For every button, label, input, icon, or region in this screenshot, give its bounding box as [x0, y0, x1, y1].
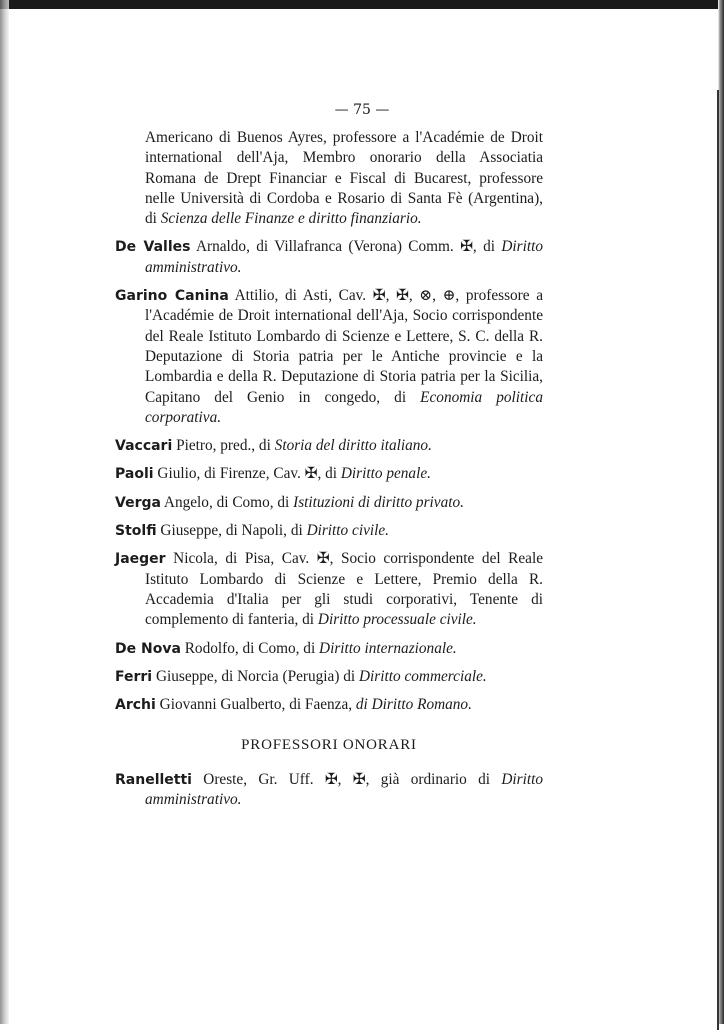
entry-subject: di Diritto Romano. [355, 696, 472, 714]
faculty-entry [115, 521, 543, 541]
faculty-entry [115, 493, 543, 513]
entry-details: Nicola, di Pisa, Cav. ✠, Socio corrispondente del Reale Istituto Lombardo di Scienze e Lettere, Premio della R. Accademia d'Italia per gli studi corporativi, Tenente di complemento di fanteria, di [145, 550, 544, 629]
entry-details: Giuseppe, di Napoli, di [160, 522, 303, 540]
entry-subject: Diritto penale. [340, 465, 431, 483]
entry-subject: Istituzioni di diritto privato. [293, 493, 464, 511]
entry-subject: Scienza delle Finanze e diritto finanziario. [160, 210, 422, 228]
entry-surname: De Nova [115, 640, 181, 657]
entry-details: Giuseppe, di Norcia (Perugia) di [155, 667, 356, 685]
faculty-entry [115, 549, 543, 630]
entry-subject: Diritto processuale civile. [317, 611, 477, 629]
entry-surname: Jaeger [115, 551, 166, 568]
entry-subject: Diritto commerciale. [359, 667, 487, 685]
faculty-entry [115, 286, 543, 428]
entry-details: Pietro, pred., di [176, 437, 271, 455]
entry-subject: Economia politica corporativa. [145, 388, 543, 426]
entry-surname: Ranelletti [115, 771, 192, 788]
faculty-entry-continued [115, 128, 543, 229]
entry-subject: Storia del diritto italiano. [274, 437, 432, 455]
page-content [115, 128, 543, 818]
entry-surname: Archi [115, 697, 156, 714]
section-heading: PROFESSORI ONORARI [241, 737, 417, 754]
faculty-entry [115, 436, 543, 456]
scan-top-edge [0, 0, 724, 9]
faculty-entry [115, 667, 543, 687]
entry-surname: Verga [115, 494, 161, 511]
entry-subject: Diritto civile. [306, 522, 389, 540]
page-number: — 75 — [334, 102, 390, 118]
faculty-entry [115, 695, 543, 715]
entry-surname: Paoli [115, 466, 154, 483]
entry-details: Attilio, di Asti, Cav. ✠, ✠, ⊗, ⊕, professore a l'Académie de Droit international dell'Aja, Socio corrispondente del Reale Istituto Lombardo di Scienze e Lettere, S. C. della R. Deputazione di Storia patria per le Antiche provincie e la Lombardia e della R. Deputazione di Storia patria per la Sicilia, Capitano del Genio in congedo, di [145, 287, 543, 406]
entry-details: Giovanni Gualberto, di Faenza, [159, 696, 353, 714]
entry-details: Angelo, di Como, di [163, 493, 290, 511]
entry-surname: Garino Canina [115, 288, 229, 305]
faculty-entry [115, 639, 543, 659]
entry-surname: Vaccari [115, 438, 173, 455]
entry-surname: Stolfi [115, 523, 157, 540]
entry-details: Giulio, di Firenze, Cav. ✠, di [157, 465, 338, 483]
scan-right-line [717, 90, 719, 1030]
entry-surname: Ferri [115, 668, 153, 685]
entry-surname: De Valles [115, 239, 191, 256]
entry-subject: Diritto amministrativo. [145, 770, 543, 809]
entry-subject: Diritto internazionale. [319, 639, 457, 657]
honorary-entry [115, 770, 543, 811]
entry-details: Americano di Buenos Ayres, professore a l'Académie de Droit international dell'Aja, Membro onorario della Associatia Romana de Drept Financiar e Fiscal di Bucarest, professore nelle Università di Cordoba e Rosario di Santa Fè (Argentina), di [145, 129, 543, 228]
entry-subject: Diritto amministrativo. [145, 238, 543, 276]
entry-details: Oreste, Gr. Uff. ✠, ✠, già ordinario di [203, 770, 491, 788]
faculty-entry [115, 237, 543, 278]
entry-details: Arnaldo, di Villafranca (Verona) Comm. ✠, di [195, 238, 495, 256]
entry-details: Rodolfo, di Como, di [184, 639, 316, 657]
faculty-entry [115, 464, 543, 484]
scan-left-edge [0, 0, 9, 1024]
